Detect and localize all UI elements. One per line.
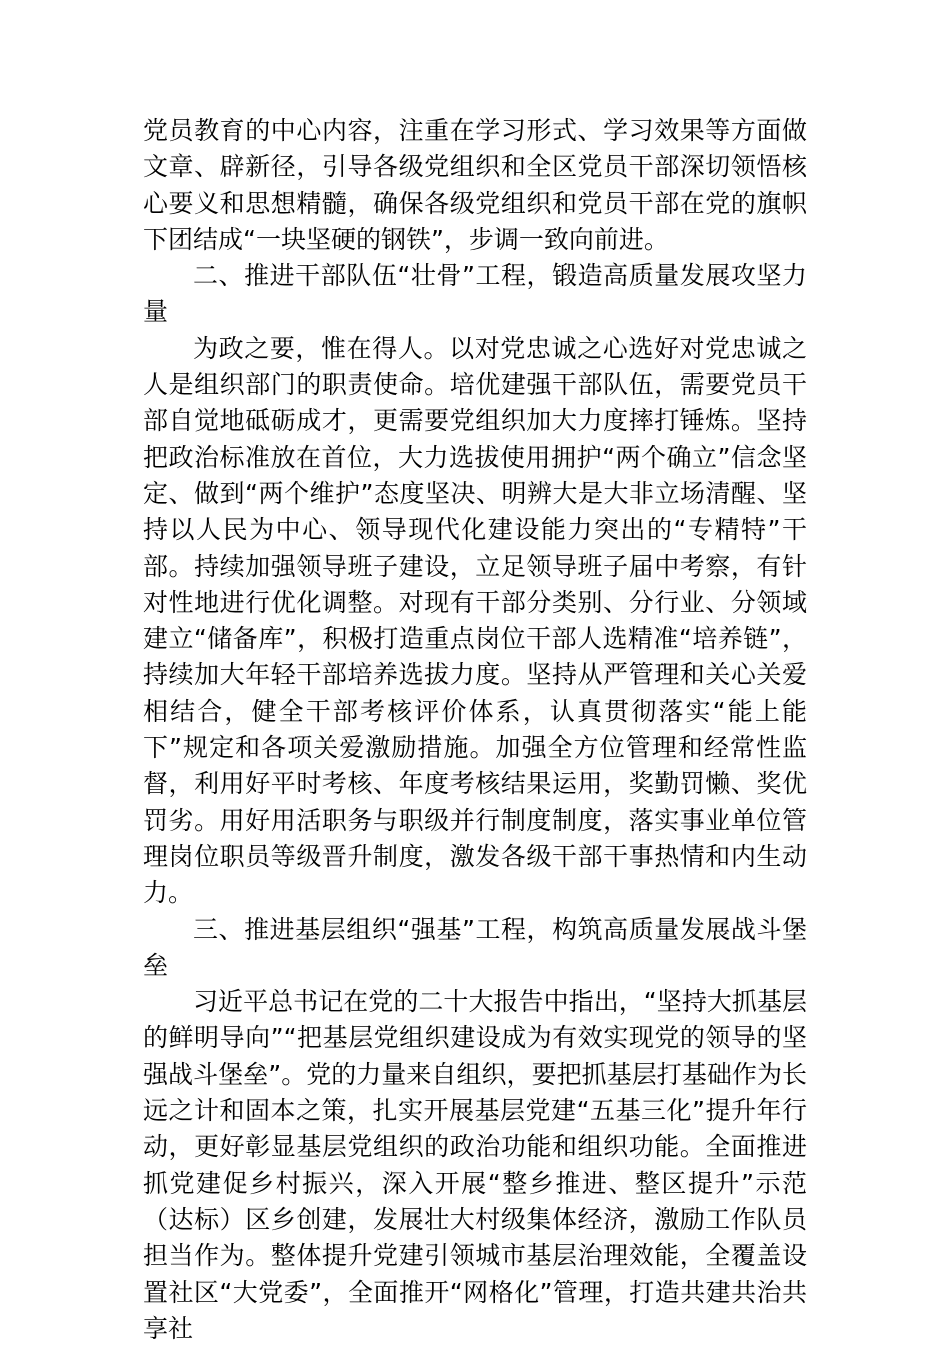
section-heading-3: 三、推进基层组织“强基”工程，构筑高质量发展战斗堡垒 <box>143 914 807 980</box>
paragraph-grassroots: 习近平总书记在党的二十大报告中指出，“坚持大抓基层的鲜明导向”“把基层党组织建设成为有效实现党的领导的坚强战斗堡垒”。党的力量来自组织，要把抓基层打基础作为长远之计和固本之策，扎实开展基层党建“五基三化”提升年行动，更好彰显基层党组织的政治功能和组织功能。全面推进抓党建促乡村振兴，深入开展“整乡推进、整区提升”示范（达标）区乡创建，发展壮大村级集体经济，激励工作队员担当作为。整体提升党建引领城市基层治理效能，全覆盖设置社区“大党委”，全面推开“网格化”管理，打造共建共治共享社 <box>143 987 807 1343</box>
section-heading-2: 二、推进干部队伍“壮骨”工程，锻造高质量发展攻坚力量 <box>143 261 807 327</box>
document-page <box>143 113 807 1347</box>
paragraph-cadre-team: 为政之要，惟在得人。以对党忠诚之心选好对党忠诚之人是组织部门的职责使命。培优建强干部队伍，需要党员干部自觉地砥砺成才，更需要党组织加大力度摔打锤炼。坚持把政治标准放在首位，大力选拔使用拥护“两个确立”信念坚定、做到“两个维护”态度坚决、明辨大是大非立场清醒、坚持以人民为中心、领导现代化建设能力突出的“专精特”干部。持续加强领导班子建设，立足领导班子届中考察，有针对性地进行优化调整。对现有干部分类别、分行业、分领域建立“储备库”，积极打造重点岗位干部人选精准“培养链”，持续加大年轻干部培养选拔力度。坚持从严管理和关心关爱相结合，健全干部考核评价体系，认真贯彻落实“能上能下”规定和各项关爱激励措施。加强全方位管理和经常性监督，利用好平时考核、年度考核结果运用，奖勤罚懒、奖优罚劣。用好用活职务与职级并行制度制度，落实事业单位管理岗位职员等级晋升制度，激发各级干部干事热情和内生动力。 <box>143 333 807 908</box>
paragraph-continuation: 党员教育的中心内容，注重在学习形式、学习效果等方面做文章、辟新径，引导各级党组织和全区党员干部深切领悟核心要义和思想精髓，确保各级党组织和党员干部在党的旗帜下团结成“一块坚硬的钢铁”，步调一致向前进。 <box>143 116 807 254</box>
